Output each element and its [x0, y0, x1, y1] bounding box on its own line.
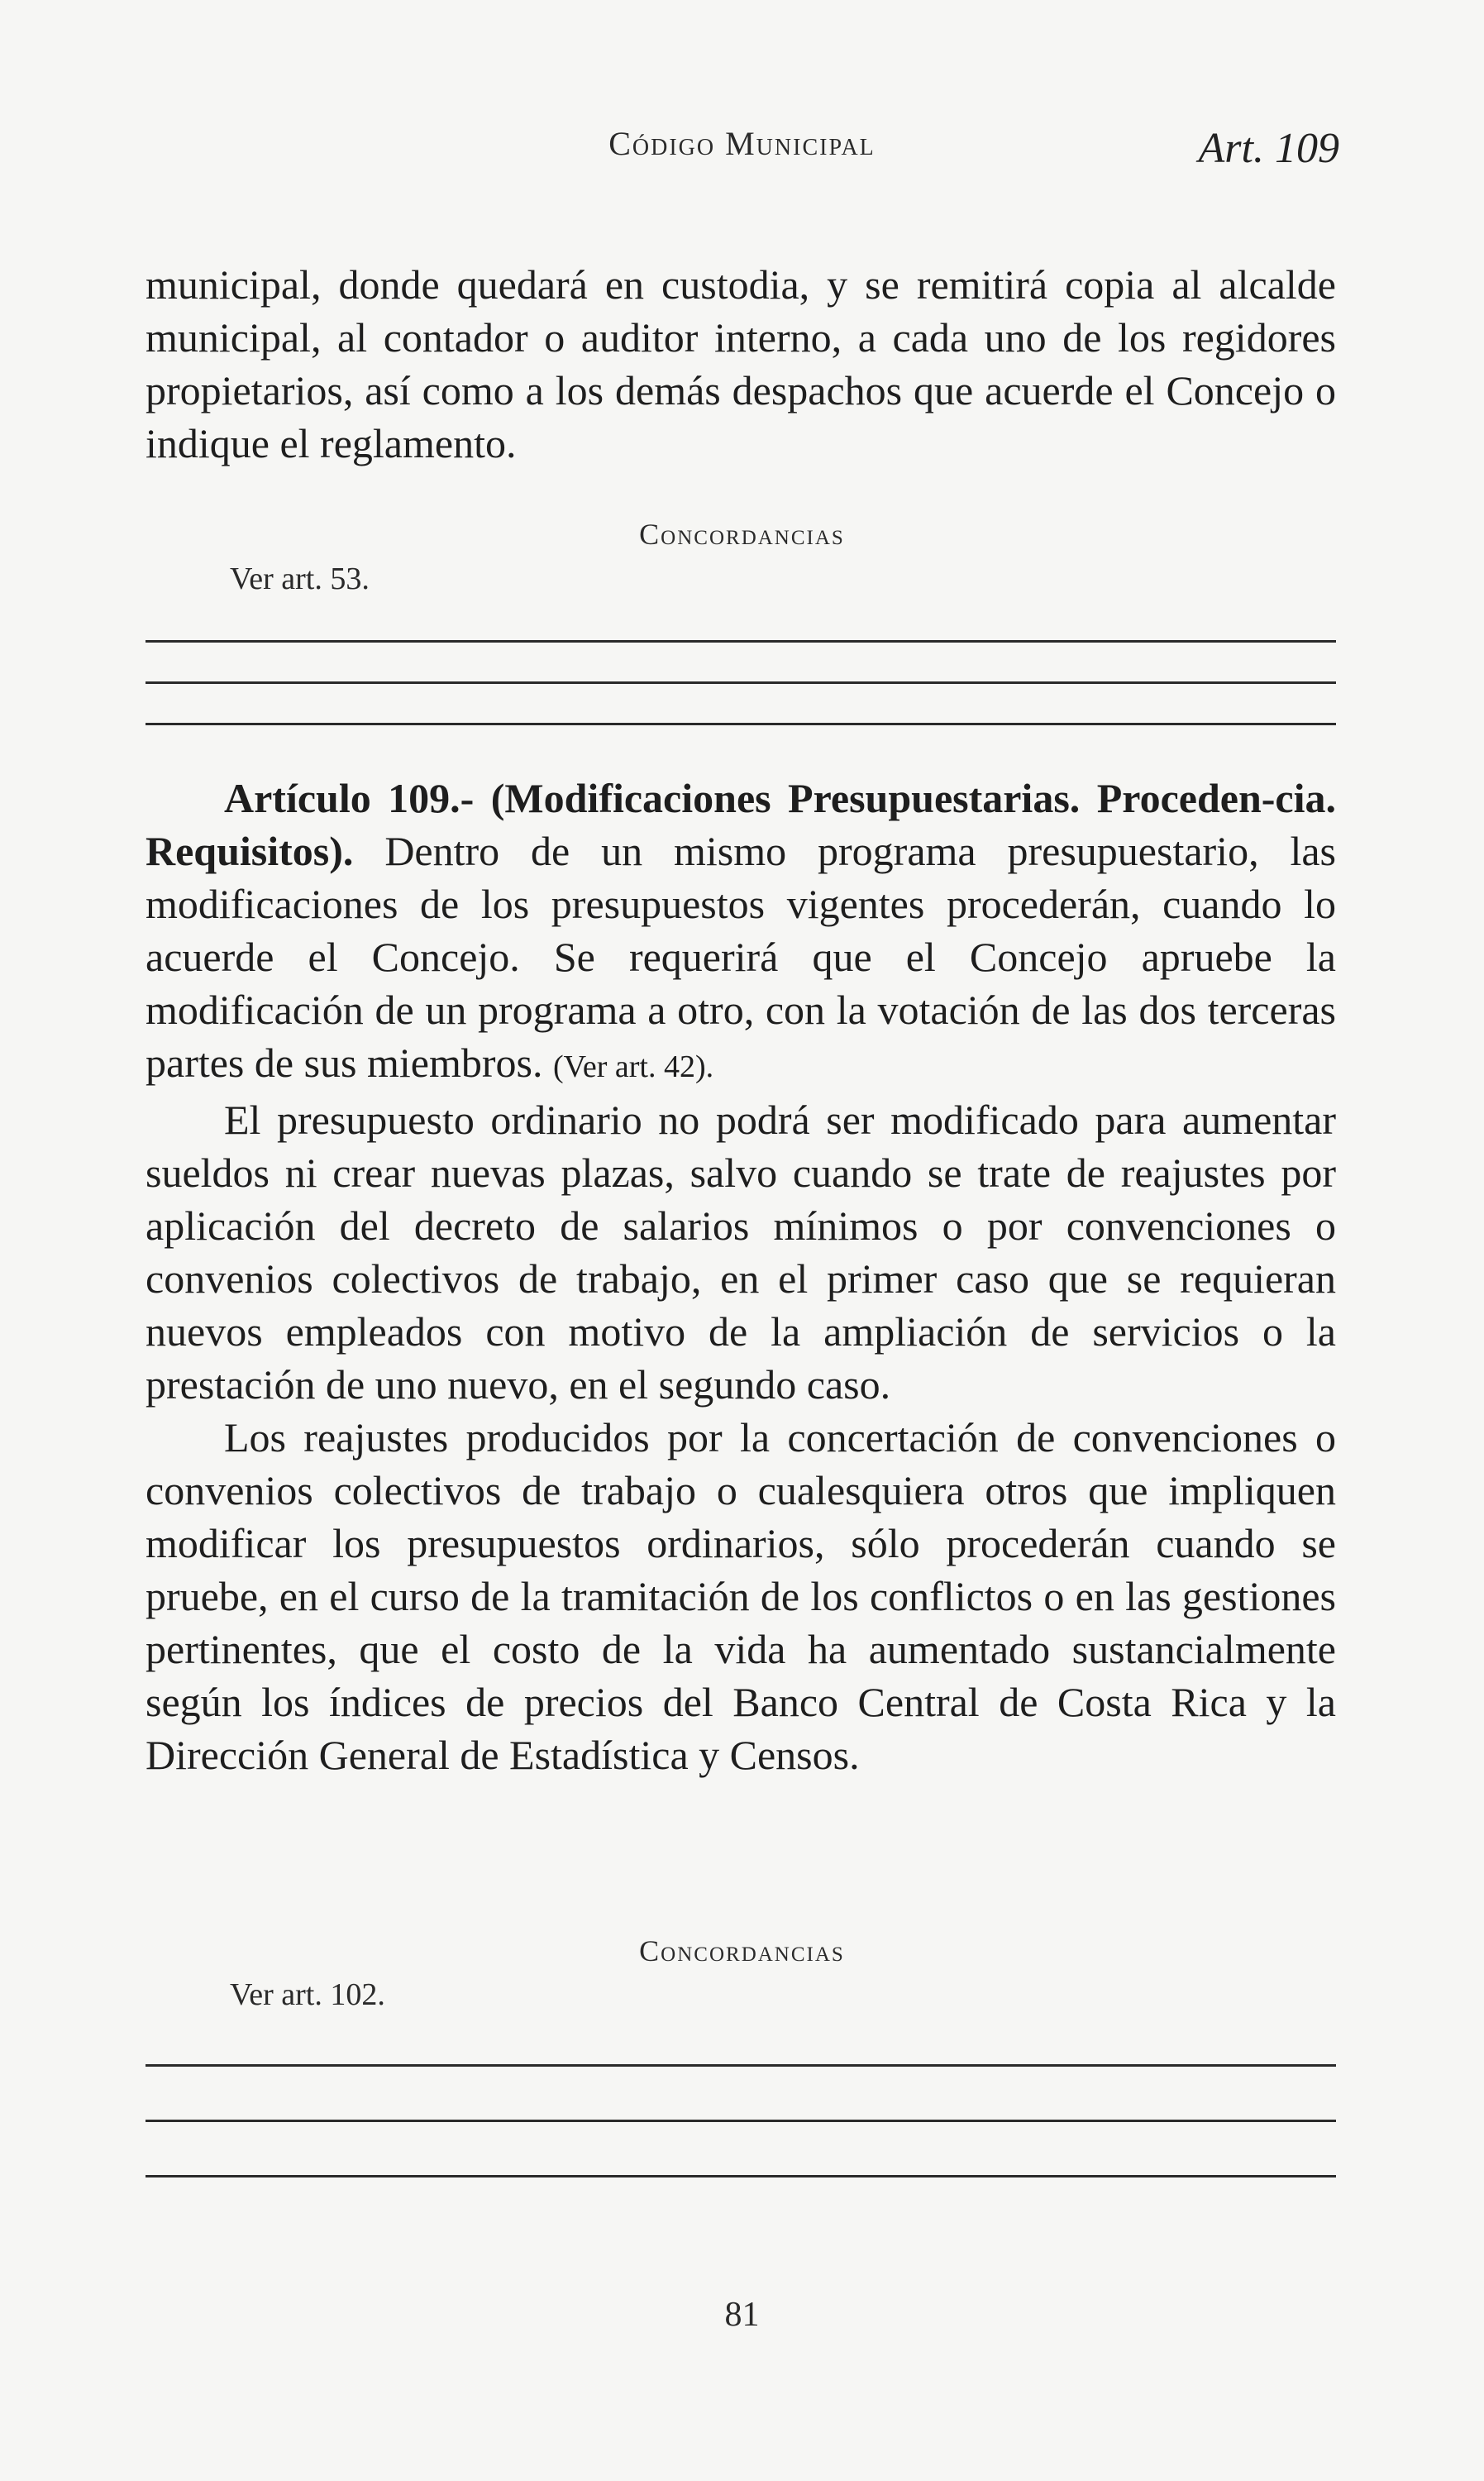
- article-109-paragraph-1-text: Dentro de un mismo programa presupuestario, las modificaciones de los presupuestos vigentes procederán, cuando lo acuerde el Concejo. Se requerirá que el Concejo apruebe la modificación de un programa a otro, con la votación de las dos terceras partes de sus miembros.: [146, 828, 1336, 1086]
- running-header-title: Código Municipal: [608, 125, 876, 162]
- note-line-1: [146, 640, 1336, 643]
- page-number: 81: [724, 2296, 760, 2334]
- article-109-heading: Artículo 109.- (Modificaciones Presupuestarias. Proceden-cia. Requisitos).: [146, 775, 1336, 874]
- note-line-5: [146, 2120, 1336, 2122]
- note-line-3: [146, 723, 1336, 725]
- article-109-paragraph-1-ref: (Ver art. 42).: [552, 1049, 714, 1084]
- continuation-paragraph: [146, 258, 1336, 470]
- note-line-4: [146, 2064, 1336, 2067]
- concordancias-ref-1: Ver art. 53.: [230, 562, 370, 596]
- concordancias-heading-2: Concordancias: [639, 1934, 845, 1967]
- continuation-text: municipal, donde quedará en custodia, y se remitirá copia al alcalde municipal, al contador o auditor interno, a cada uno de los regidores propietarios, así como a los demás despachos que acuerde el Concejo o indique el reglamento.: [146, 261, 1336, 466]
- note-line-6: [146, 2175, 1336, 2177]
- article-109-paragraph-1: [146, 772, 1336, 1093]
- article-109-paragraph-2: El presupuesto ordinario no podrá ser modificado para aumentar sueldos ni crear nuevas plazas, salvo cuando se trate de reajustes por aplicación del decreto de salarios mínimos o por convenciones o convenios colectivos de trabajo, en el primer caso que se requieran nuevos empleados con motivo de la ampliación de servicios o la prestación de uno nuevo, en el segundo caso.: [146, 1097, 1336, 1408]
- note-line-2: [146, 681, 1336, 684]
- running-header-article: Art. 109: [1198, 125, 1339, 172]
- concordancias-ref-2: Ver art. 102.: [230, 1977, 385, 2012]
- article-109-paragraph-3: Los reajustes producidos por la concertación de convenciones o convenios colectivos de trabajo o cualesquiera otros que impliquen modificar los presupuestos ordinarios, sólo procederán cuando se pruebe, en el curso de la tramitación de los conflictos o en las gestiones pertinentes, que el costo de la vida ha aumentado sustancialmente según los índices de precios del Banco Central de Costa Rica y la Dirección General de Estadística y Censos.: [146, 1414, 1336, 1778]
- article-109-body: [146, 772, 1336, 1781]
- concordancias-heading-1: Concordancias: [639, 518, 845, 551]
